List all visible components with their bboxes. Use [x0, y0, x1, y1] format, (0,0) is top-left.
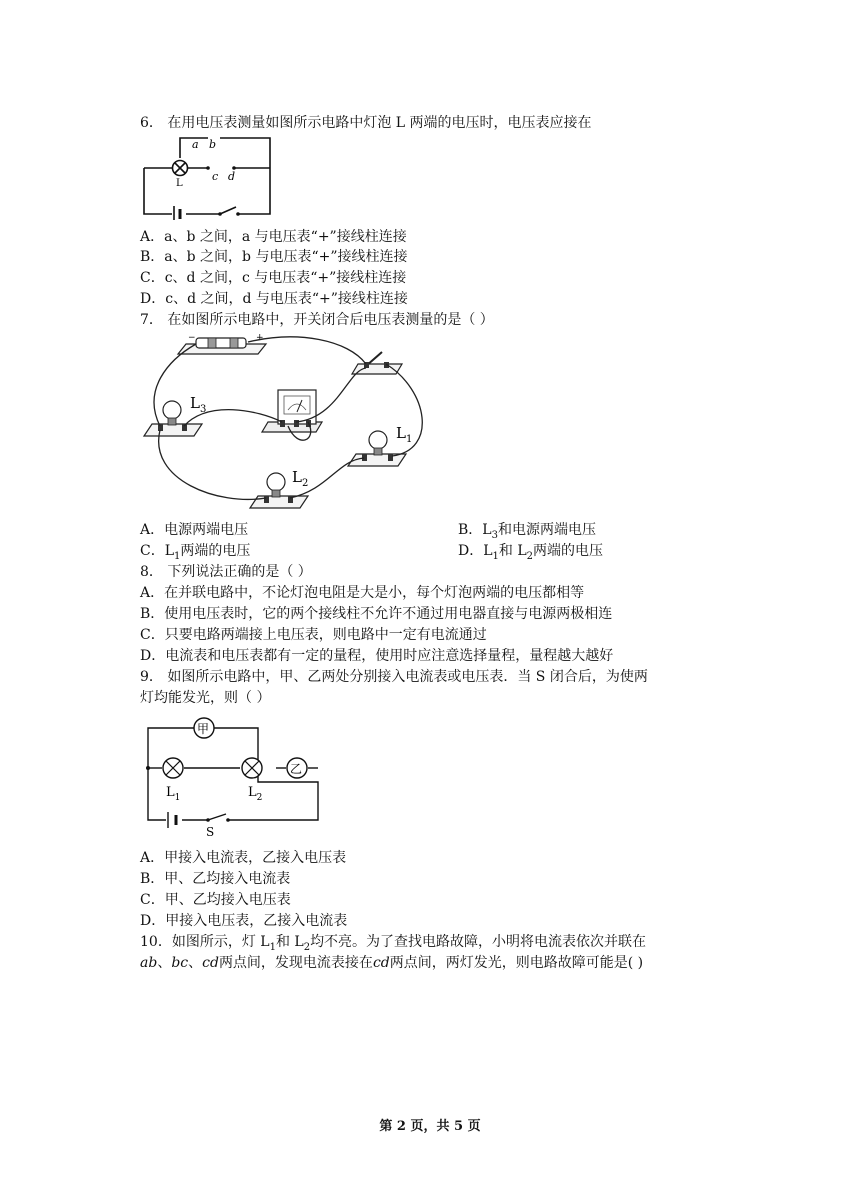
q9-label-l1: $L_1$	[166, 785, 181, 803]
q8-option-a: A．在并联电路中，不论灯泡电阻是大是小，每个灯泡两端的电压都相等	[140, 585, 585, 601]
q6-label-d: d	[228, 170, 236, 183]
q9-stem-line2: 灯均能发光，则（ ）	[140, 690, 271, 706]
q6-label-b: b	[209, 138, 217, 151]
q6-option-d: D．c、d 之间，d 与电压表“+”接线柱连接	[140, 291, 408, 307]
q9-option-b: B．甲、乙均接入电流表	[140, 871, 291, 887]
q9-option-a: A．甲接入电流表，乙接入电压表	[140, 850, 347, 866]
q9-option-c: C．甲、乙均接入电压表	[140, 892, 291, 908]
q6-option-b: B．a、b 之间，b 与电压表“+”接线柱连接	[140, 249, 408, 265]
q9-label-yi: 乙	[290, 762, 303, 776]
q6-option-c: C．c、d 之间，c 与电压表“+”接线柱连接	[140, 270, 407, 286]
q6-label-c: c	[212, 170, 219, 183]
q7-circuit-figure	[138, 330, 438, 516]
q9-label-s: S	[206, 825, 215, 838]
q7-option-c: C．$L_1$两端的电压	[140, 543, 251, 562]
q7-option-d: D．$L_1$和 $L_2$两端的电压	[458, 543, 604, 562]
q7-plus-label: +	[256, 333, 264, 343]
q9-label-jia: 甲	[197, 722, 210, 736]
q8-option-d: D．电流表和电压表都有一定的量程，使用时应注意选择量程，量程越大越好	[140, 648, 614, 664]
page-footer: 第 2 页，共 5 页	[379, 1119, 481, 1134]
q7-option-b: B．$L_3$和电源两端电压	[458, 522, 596, 541]
q9-label-l2: $L_2$	[248, 785, 263, 803]
q8-option-c: C．只要电路两端接上电压表，则电路中一定有电流通过	[140, 627, 487, 643]
q8-option-b: B．使用电压表时，它的两个接线柱不允许不通过用电器直接与电源两极相连	[140, 606, 613, 622]
q10-stem-line1: 10．如图所示，灯 $L_1$和 $L_2$均不亮。为了查找电路故障，小明将电流表依次并联在	[140, 934, 647, 953]
q7-option-a: A．电源两端电压	[140, 522, 249, 538]
q7-label-l1: $L_1$	[396, 424, 413, 445]
q9-option-d: D．甲接入电压表，乙接入电流表	[140, 913, 348, 929]
q7-battery	[178, 333, 266, 354]
q10-stem-line2: ab、bc、cd两点间，发现电流表接在cd两点间，两灯发光，则电路故障可能是( )	[140, 955, 644, 971]
q7-minus-label: −	[188, 333, 196, 343]
q9-stem-line1: 9． 如图所示电路中，甲、乙两处分别接入电流表或电压表．当 S 闭合后，为使两	[140, 669, 648, 685]
q9-circuit-figure	[140, 712, 330, 838]
q6-stem: 6． 在用电压表测量如图所示电路中灯泡 L 两端的电压时，电压表应接在	[140, 115, 592, 131]
q7-stem: 7． 在如图所示电路中，开关闭合后电压表测量的是（ ）	[140, 312, 494, 328]
q6-label-L: L	[176, 178, 183, 189]
q6-label-a: a	[192, 138, 199, 151]
q7-label-l2: $L_2$	[292, 468, 309, 489]
q6-option-a: A．a、b 之间，a 与电压表“+”接线柱连接	[140, 229, 407, 245]
q6-circuit-figure	[138, 134, 278, 220]
q7-voltmeter	[262, 390, 322, 432]
q8-stem: 8． 下列说法正确的是（ ）	[140, 564, 312, 580]
q7-label-l3: $L_3$	[190, 394, 207, 415]
